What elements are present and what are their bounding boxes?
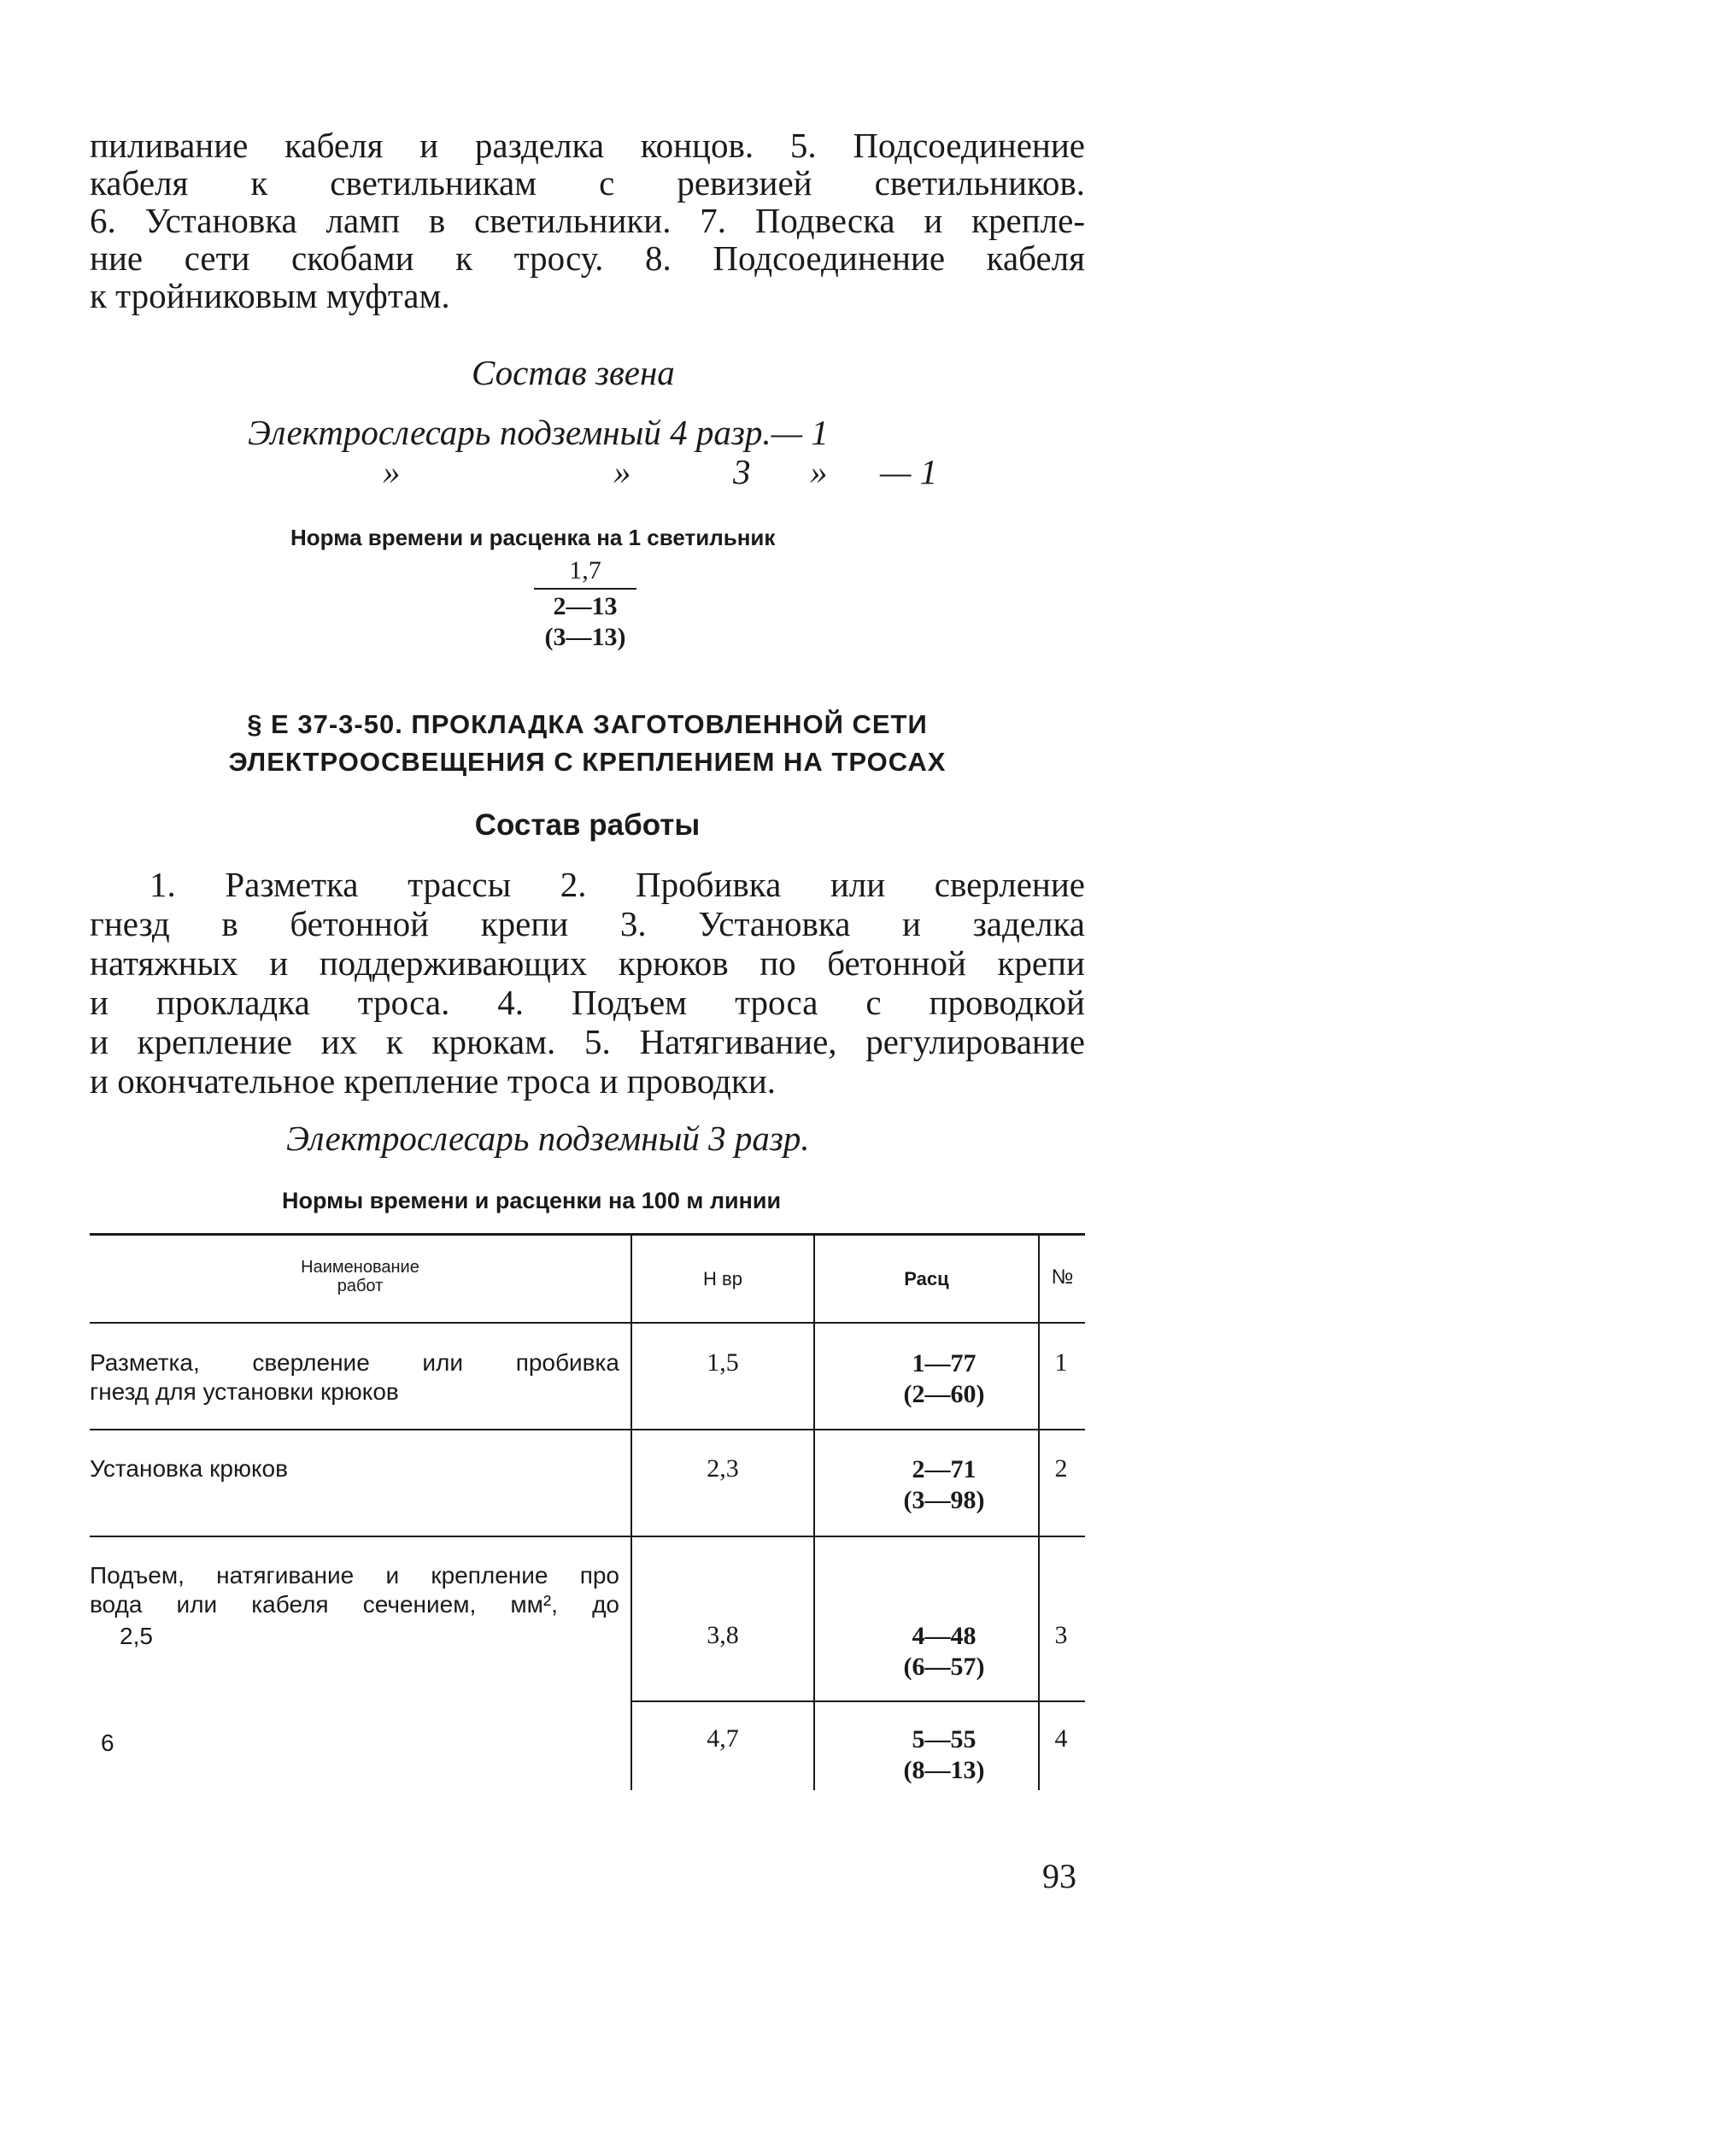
- page-number: 93: [1042, 1857, 1076, 1895]
- table-row-1-rate: [854, 1348, 1034, 1410]
- header-work-name: [90, 1258, 630, 1295]
- header-time: Н вр: [703, 1268, 742, 1289]
- work-line: и крепление их к крюкам. 5. Натягивание, регулирование: [90, 1022, 1085, 1061]
- table-row-1-num: 1: [1054, 1348, 1068, 1377]
- norm1-fraction: [513, 555, 658, 653]
- table-row-4-time: 4,7: [707, 1724, 739, 1753]
- work-line: и прокладка троса. 4. Подъем троса с проводкой: [90, 983, 1085, 1022]
- crew-grade: 3: [733, 452, 751, 491]
- norm1-time: 1,7: [569, 556, 601, 584]
- table-row-2-name: [90, 1454, 619, 1483]
- header-rate: Расц: [904, 1268, 949, 1289]
- table-cell-text: Разметка, сверление или пробивка: [90, 1349, 619, 1376]
- table-row-4-rate: [854, 1724, 1034, 1786]
- work-title: Состав работы: [474, 808, 701, 842]
- table-rule: [90, 1536, 1085, 1537]
- worker-line: Электрослесарь подземный 3 разр.: [286, 1119, 810, 1158]
- norm1-rate: 2—13: [553, 592, 618, 620]
- table-row-2-time: 2,3: [707, 1454, 739, 1483]
- table-rule: [90, 1322, 1085, 1324]
- table-row-4-num: 4: [1054, 1724, 1068, 1753]
- table-row-3-name: [90, 1561, 619, 1619]
- header-num: №: [1051, 1266, 1074, 1289]
- work-line: и окончательное крепление троса и проводки.: [90, 1061, 777, 1101]
- table-row-3-time: 3,8: [707, 1621, 739, 1649]
- crew-ditto-3: »: [810, 452, 828, 491]
- table-cell-rate: 1—77: [912, 1349, 976, 1377]
- table-col-rule: [1038, 1233, 1040, 1790]
- table-title: Нормы времени и расценки на 100 м линии: [282, 1188, 782, 1213]
- table-row-2-num: 2: [1054, 1454, 1068, 1483]
- section-title-line: § Е 37-3-50. ПРОКЛАДКА ЗАГОТОВЛЕННОЙ СЕТИ: [247, 709, 928, 739]
- intro-line: 6. Установка ламп в светильники. 7. Подвеска и крепле-: [90, 201, 1085, 240]
- table-cell-text: вода или кабеля сечением, мм², до: [90, 1591, 619, 1618]
- crew-ditto-1: »: [383, 452, 401, 491]
- table-cell-text: гнезд для установки крюков: [90, 1378, 399, 1405]
- table-cell-rate-alt: (6—57): [903, 1653, 985, 1681]
- table-cell-text: Подъем, натягивание и крепление про: [90, 1562, 619, 1589]
- section-title: [85, 706, 1089, 781]
- header-work-name-line: Наименование: [301, 1258, 419, 1277]
- intro-line: к тройниковым муфтам.: [90, 276, 450, 315]
- crew-title: Состав звена: [472, 353, 675, 392]
- intro-line: пиливание кабеля и разделка концов. 5. Подсоединение: [90, 126, 1085, 165]
- table-row-2-rate: [854, 1454, 1034, 1516]
- intro-paragraph: [90, 126, 1085, 314]
- work-line: натяжных и поддерживающих крюков по бетонной крепи: [90, 943, 1085, 983]
- table-row-3-num: 3: [1054, 1621, 1068, 1649]
- crew-line-1: Электрослесарь подземный 4 разр.— 1: [248, 413, 829, 452]
- table-rule: [630, 1700, 1085, 1702]
- table-rule: [90, 1233, 1085, 1236]
- norm1-title: Норма времени и расценка на 1 светильник: [290, 525, 776, 550]
- crew-count: — 1: [880, 452, 938, 491]
- intro-line: кабеля к светильникам с ревизией светильников.: [90, 163, 1085, 203]
- table-row-1-time: 1,5: [707, 1348, 739, 1377]
- table-col-rule: [813, 1233, 815, 1790]
- work-paragraph: [90, 865, 1085, 1101]
- work-line: 1. Разметка трассы 2. Пробивка или сверление: [150, 865, 1085, 904]
- crew-ditto-2: »: [613, 452, 631, 491]
- table-row-3-size: 2,5: [120, 1623, 153, 1649]
- table-cell-rate: 5—55: [912, 1725, 976, 1753]
- table-rule: [90, 1429, 1085, 1430]
- work-line: гнезд в бетонной крепи 3. Установка и заделка: [90, 904, 1085, 943]
- table-cell-rate: 4—48: [912, 1622, 976, 1650]
- header-work-name-line: работ: [337, 1277, 384, 1295]
- table-row-3-rate: [854, 1621, 1034, 1683]
- norm1-rate-alt: (3—13): [544, 623, 626, 651]
- fraction-bar: [534, 588, 636, 590]
- table-col-rule: [630, 1233, 632, 1790]
- table-cell-rate-alt: (3—98): [903, 1486, 985, 1514]
- intro-line: ние сети скобами к тросу. 8. Подсоединение кабеля: [90, 238, 1085, 278]
- table-cell-rate: 2—71: [912, 1455, 976, 1483]
- table-row-1-name: [90, 1348, 619, 1407]
- section-title-line: ЭЛЕКТРООСВЕЩЕНИЯ С КРЕПЛЕНИЕМ НА ТРОСАХ: [228, 747, 947, 777]
- table-cell-rate-alt: (2—60): [903, 1380, 985, 1408]
- table-cell-text: Установка крюков: [90, 1455, 288, 1482]
- table-cell-rate-alt: (8—13): [903, 1756, 985, 1784]
- table-row-4-size: 6: [101, 1730, 114, 1756]
